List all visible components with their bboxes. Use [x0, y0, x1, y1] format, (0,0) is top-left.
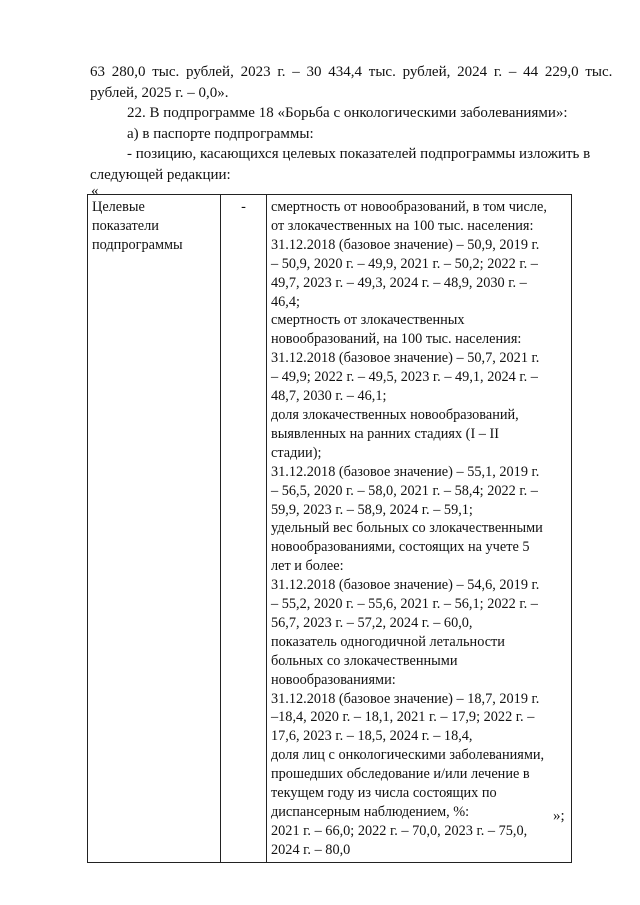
value-line: удельный вес больных со злокачественными: [271, 520, 543, 537]
table-row: [88, 195, 572, 863]
value-line: 59,9, 2023 г. – 58,9, 2024 г. – 59,1;: [271, 501, 473, 518]
value-line: доля злокачественных новообразований,: [271, 406, 519, 423]
position-line-2: следующей редакции:: [90, 166, 231, 183]
targets-table: [87, 194, 572, 863]
intro-line-1: 63 280,0 тыс. рублей, 2023 г. – 30 434,4 тыс. рублей, 2024 г. – 44 229,0 тыс.: [90, 64, 613, 80]
value-line: текущем году из числа состоящих по: [271, 785, 497, 802]
value-line: показатель одногодичной летальности: [271, 633, 505, 650]
value-line: –18,4, 2020 г. – 18,1, 2021 г. – 17,9; 2022 г. –: [271, 709, 535, 726]
closing-quote: »;: [553, 808, 565, 824]
value-line: 56,7, 2023 г. – 57,2, 2024 г. – 60,0,: [271, 614, 473, 631]
value-line: новообразованиями, состоящих на учете 5: [271, 539, 530, 556]
value-line: лет и более:: [271, 558, 344, 575]
intro-line-2: рублей, 2025 г. – 0,0».: [90, 84, 229, 101]
value-line: 31.12.2018 (базовое значение) – 54,6, 2019 г.: [271, 577, 540, 594]
value-line: стадии);: [271, 444, 322, 461]
value-line: – 49,9; 2022 г. – 49,5, 2023 г. – 49,1, 2024 г. –: [271, 369, 538, 386]
value-line: – 56,5, 2020 г. – 58,0, 2021 г. – 58,4; 2022 г. –: [271, 482, 538, 499]
value-line: 17,6, 2023 г. – 18,5, 2024 г. – 18,4,: [271, 728, 473, 745]
value-line: диспансерным наблюдением, %:: [271, 804, 470, 820]
value-line: доля лиц с онкологическими заболеваниями,: [271, 747, 545, 764]
value-line: 2021 г. – 66,0; 2022 г. – 70,0, 2023 г. – 75,0,: [271, 822, 528, 839]
item-a-heading: а) в паспорте подпрограммы:: [127, 126, 314, 142]
intro-paragraph: [90, 62, 613, 103]
opening-quote: «: [91, 183, 99, 199]
value-line: 31.12.2018 (базовое значение) – 55,1, 2019 г.: [271, 463, 540, 480]
value-line: 31.12.2018 (базовое значение) – 18,7, 2019 г.: [271, 690, 540, 707]
label-line: подпрограммы: [92, 236, 183, 253]
value-line: 2024 г. – 80,0: [271, 841, 351, 858]
value-line: смертность от новообразований, в том числе,: [271, 199, 547, 215]
value-line: новообразований, на 100 тыс. населения:: [271, 331, 522, 348]
value-line: больных со злокачественными: [271, 652, 458, 669]
value-line: 46,4;: [271, 293, 300, 310]
value-line: – 55,2, 2020 г. – 55,6, 2021 г. – 56,1; 2022 г. –: [271, 596, 538, 613]
value-line: новообразованиями:: [271, 671, 396, 688]
label-line: показатели: [92, 217, 159, 234]
position-paragraph: [90, 144, 592, 185]
value-line: смертность от злокачественных: [271, 312, 465, 329]
value-line: 31.12.2018 (базовое значение) – 50,9, 2019 г.: [271, 236, 540, 253]
value-line: 31.12.2018 (базовое значение) – 50,7, 2021 г.: [271, 350, 540, 367]
position-line-1: - позицию, касающихся целевых показателей подпрограммы изложить в: [127, 146, 591, 162]
value-line: выявленных на ранних стадиях (I – II: [271, 425, 500, 442]
label-line: Целевые: [92, 199, 145, 215]
value-line: – 50,9, 2020 г. – 49,9, 2021 г. – 50,2; 2022 г. –: [271, 255, 538, 272]
label-cell: [88, 195, 221, 863]
value-line: прошедших обследование и/или лечение в: [271, 766, 530, 783]
dash-cell: -: [221, 195, 267, 863]
value-line: от злокачественных на 100 тыс. населения:: [271, 217, 534, 234]
value-cell: [267, 195, 572, 863]
item-22-heading: 22. В подпрограмме 18 «Борьба с онкологическими заболеваниями»:: [127, 105, 568, 121]
value-line: 49,7, 2023 г. – 49,3, 2024 г. – 48,9, 2030 г. –: [271, 274, 527, 291]
value-line: 48,7, 2030 г. – 46,1;: [271, 388, 387, 405]
